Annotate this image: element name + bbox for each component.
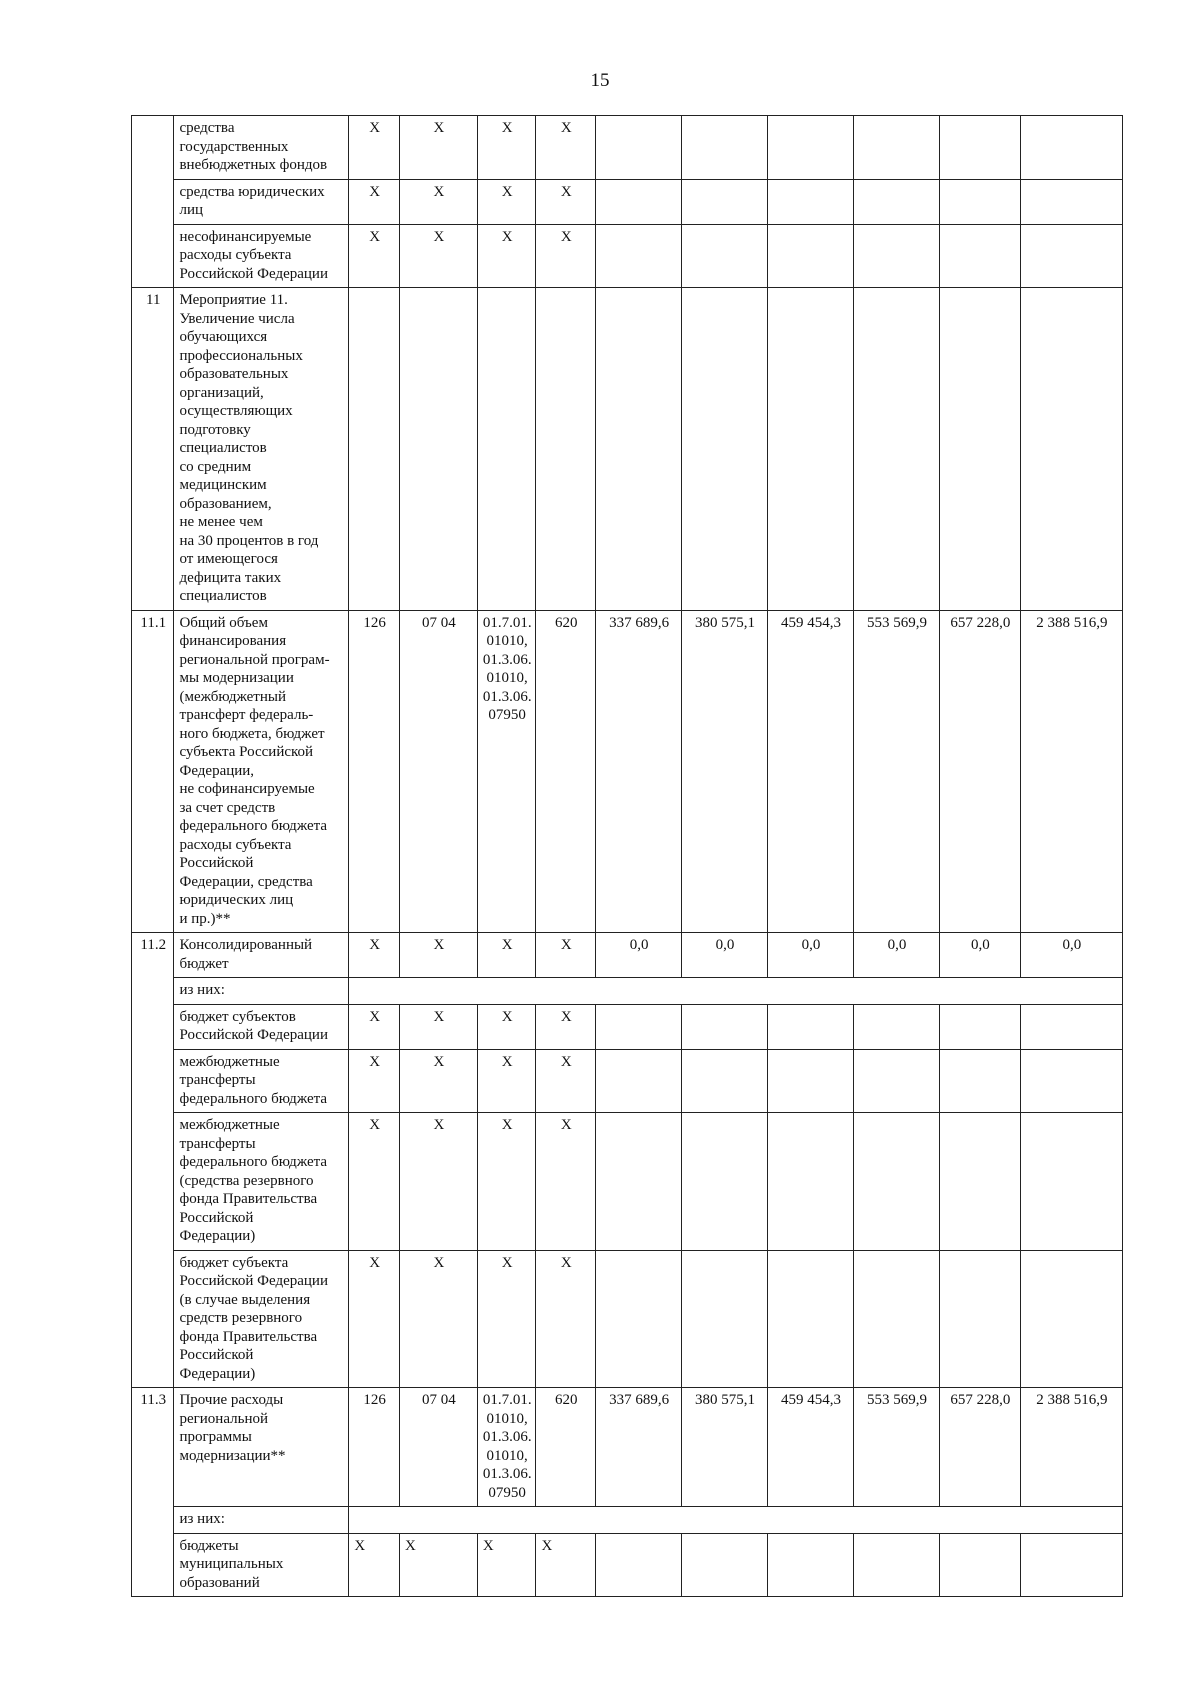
row-number	[132, 1049, 174, 1113]
value-cell: 0,0	[1020, 933, 1122, 978]
kbk-cell: X	[536, 224, 596, 288]
row-name	[174, 978, 349, 1005]
cell-line: средства юридических	[179, 183, 325, 200]
cell-line: организаций,	[179, 384, 264, 401]
row-name	[174, 610, 349, 933]
value-cell: 337 689,6	[596, 610, 682, 933]
value-cell	[682, 179, 768, 224]
table-row	[132, 978, 1123, 1005]
kbk-cell: X	[536, 1004, 596, 1049]
value-cell	[682, 1250, 768, 1388]
cell-line: межбюджетные	[179, 1117, 280, 1133]
kbk-cell: X	[399, 1004, 477, 1049]
cell-line: образований	[179, 1574, 260, 1591]
table-row	[132, 1113, 1123, 1251]
kbk-cell: X	[349, 1250, 400, 1388]
row-name	[174, 1533, 349, 1597]
value-cell	[1020, 288, 1122, 611]
value-cell: 0,0	[768, 933, 854, 978]
row-name	[174, 288, 349, 611]
cell-line: Прочие расходы	[179, 1392, 284, 1408]
value-cell: 2 388 516,9	[1020, 610, 1122, 933]
value-cell	[596, 179, 682, 224]
value-cell	[939, 1113, 1020, 1251]
cell-line: профессиональных	[179, 347, 303, 364]
kbk-cell: X	[477, 224, 536, 288]
row-name	[174, 179, 349, 224]
cell-line: специалистов	[179, 588, 267, 604]
kbk-cell: X	[536, 1533, 596, 1597]
value-cell	[853, 1049, 939, 1113]
kbk-cell: 07 04	[399, 1388, 477, 1507]
spanned-empty-cell	[349, 1507, 1123, 1534]
value-cell: 380 575,1	[682, 1388, 768, 1507]
row-number	[132, 116, 174, 180]
cell-line: программы	[179, 1429, 252, 1445]
value-cell	[596, 224, 682, 288]
kbk-cell: X	[399, 179, 477, 224]
cell-line: подготовку	[179, 421, 251, 438]
value-cell	[853, 1113, 939, 1251]
cell-line: трансферты	[179, 1135, 256, 1152]
cell-line: межбюджетные	[179, 1053, 280, 1070]
cell-line: трансферт федераль-	[179, 707, 314, 723]
value-cell	[853, 1004, 939, 1049]
cell-line: фонда Правительства	[179, 1328, 318, 1345]
value-cell	[853, 179, 939, 224]
kbk-code-cell	[477, 1388, 536, 1507]
value-cell	[939, 116, 1020, 180]
value-cell	[768, 1113, 854, 1251]
cell-line: медицинским	[179, 477, 267, 493]
value-cell	[596, 1049, 682, 1113]
kbk-cell	[477, 288, 536, 611]
cell-line: Российской	[179, 855, 254, 871]
kbk-cell: X	[399, 116, 477, 180]
value-cell	[682, 288, 768, 611]
value-cell	[768, 224, 854, 288]
table-row	[132, 933, 1123, 978]
cell-line: трансферты	[179, 1072, 256, 1088]
cell-line: (межбюджетный	[179, 688, 286, 705]
cell-line: специалистов	[179, 440, 267, 456]
kbk-cell	[399, 288, 477, 611]
cell-line: фонда Правительства	[179, 1191, 318, 1207]
kbk-cell	[349, 288, 400, 611]
table-row	[132, 1049, 1123, 1113]
cell-line: осуществляющих	[179, 403, 293, 419]
kbk-cell: X	[399, 1533, 477, 1597]
cell-line: Федерации,	[179, 762, 255, 779]
value-cell	[1020, 116, 1122, 180]
cell-line: модернизации**	[179, 1447, 286, 1464]
cell-line: 07950	[488, 707, 526, 723]
table-row	[132, 610, 1123, 933]
budget-table	[131, 115, 1123, 1597]
value-cell	[682, 1113, 768, 1251]
value-cell	[939, 224, 1020, 288]
row-name	[174, 933, 349, 978]
cell-line: бюджеты	[179, 1537, 239, 1554]
value-cell	[768, 1004, 854, 1049]
row-name	[174, 1507, 349, 1534]
value-cell	[1020, 179, 1122, 224]
row-number: 11	[132, 288, 174, 611]
kbk-cell: X	[349, 1533, 400, 1597]
table-row	[132, 288, 1123, 611]
value-cell	[596, 1533, 682, 1597]
table-body	[132, 116, 1123, 1597]
kbk-cell: X	[399, 933, 477, 978]
cell-line: (средства резервного	[179, 1172, 314, 1189]
kbk-cell: 620	[536, 610, 596, 933]
row-name	[174, 1388, 349, 1507]
row-name	[174, 1113, 349, 1251]
value-cell	[768, 1250, 854, 1388]
kbk-cell: X	[399, 224, 477, 288]
value-cell	[682, 1049, 768, 1113]
value-cell	[596, 288, 682, 611]
value-cell: 459 454,3	[768, 1388, 854, 1507]
value-cell: 337 689,6	[596, 1388, 682, 1507]
kbk-cell: X	[477, 1049, 536, 1113]
value-cell: 2 388 516,9	[1020, 1388, 1122, 1507]
value-cell	[682, 224, 768, 288]
value-cell	[596, 1113, 682, 1251]
value-cell: 553 569,9	[853, 1388, 939, 1507]
cell-line: Консолидированный	[179, 937, 313, 953]
value-cell	[1020, 1533, 1122, 1597]
cell-line: 01010,	[486, 1410, 528, 1427]
cell-line: 01.7.01.	[482, 614, 532, 631]
cell-line: средства	[179, 120, 235, 136]
value-cell: 459 454,3	[768, 610, 854, 933]
kbk-cell: X	[477, 1113, 536, 1251]
cell-line: расходы субъекта	[179, 836, 292, 853]
kbk-cell: X	[399, 1113, 477, 1251]
value-cell	[768, 1049, 854, 1113]
kbk-cell	[536, 288, 596, 611]
cell-line: финансирования	[179, 633, 287, 649]
table-row	[132, 1388, 1123, 1507]
value-cell: 553 569,9	[853, 610, 939, 933]
table-row	[132, 116, 1123, 180]
value-cell	[768, 288, 854, 611]
cell-line: образованием,	[179, 495, 272, 512]
row-number	[132, 1113, 174, 1251]
cell-line: лиц	[179, 202, 204, 218]
cell-line: (в случае выделения	[179, 1291, 311, 1308]
value-cell	[939, 179, 1020, 224]
value-cell: 0,0	[939, 933, 1020, 978]
value-cell: 380 575,1	[682, 610, 768, 933]
row-number: 11.3	[132, 1388, 174, 1507]
row-name	[174, 1049, 349, 1113]
row-name	[174, 224, 349, 288]
cell-line: не менее чем	[179, 514, 263, 530]
kbk-cell: 07 04	[399, 610, 477, 933]
row-name	[174, 1250, 349, 1388]
kbk-cell: X	[349, 1113, 400, 1251]
row-number	[132, 1507, 174, 1534]
cell-line: 07950	[488, 1484, 526, 1501]
table-row	[132, 1507, 1123, 1534]
cell-line: Российской	[179, 1347, 254, 1363]
cell-line: 01.3.06.	[482, 651, 532, 668]
value-cell	[596, 1004, 682, 1049]
cell-line: несофинансируемые	[179, 228, 312, 245]
cell-line: региональной	[179, 1410, 269, 1427]
kbk-cell: X	[477, 179, 536, 224]
value-cell	[939, 1533, 1020, 1597]
value-cell	[1020, 224, 1122, 288]
kbk-cell: X	[536, 179, 596, 224]
value-cell	[853, 224, 939, 288]
value-cell: 0,0	[853, 933, 939, 978]
kbk-cell: X	[399, 1049, 477, 1113]
cell-line: дефицита таких	[179, 569, 282, 586]
row-number	[132, 1533, 174, 1597]
kbk-cell: X	[536, 933, 596, 978]
kbk-cell: X	[536, 1113, 596, 1251]
cell-line: от имеющегося	[179, 551, 278, 567]
cell-line: бюджет	[179, 955, 229, 972]
cell-line: 01.3.06.	[482, 1466, 532, 1482]
value-cell	[939, 1250, 1020, 1388]
cell-line: 01.7.01.	[482, 1392, 532, 1408]
cell-line: субъекта Российской	[179, 744, 314, 760]
cell-line: 01010,	[486, 670, 528, 686]
cell-line: со средним	[179, 458, 252, 475]
cell-line: средств резервного	[179, 1310, 303, 1326]
row-number: 11.2	[132, 933, 174, 978]
value-cell	[682, 1004, 768, 1049]
value-cell	[853, 1250, 939, 1388]
cell-line: образовательных	[179, 366, 289, 382]
value-cell	[939, 288, 1020, 611]
value-cell	[853, 116, 939, 180]
cell-line: государственных	[179, 138, 289, 155]
cell-line: федерального бюджета	[179, 1090, 328, 1107]
cell-line: 01010,	[486, 1447, 528, 1464]
value-cell	[768, 179, 854, 224]
kbk-cell: X	[477, 1533, 536, 1597]
cell-line: ного бюджета, бюджет	[179, 725, 325, 742]
cell-line: из них:	[179, 982, 225, 998]
value-cell	[682, 1533, 768, 1597]
cell-line: Федерации)	[179, 1228, 256, 1244]
cell-line: Российской Федерации	[179, 1027, 328, 1043]
row-name	[174, 116, 349, 180]
cell-line: обучающихся	[179, 329, 268, 345]
table-row	[132, 179, 1123, 224]
kbk-cell: 126	[349, 610, 400, 933]
cell-line: юридических лиц	[179, 892, 294, 908]
table-row	[132, 1533, 1123, 1597]
cell-line: не софинансируемые	[179, 781, 315, 797]
value-cell: 657 228,0	[939, 610, 1020, 933]
cell-line: бюджет субъекта	[179, 1254, 289, 1271]
row-number	[132, 978, 174, 1005]
row-number: 11.1	[132, 610, 174, 933]
kbk-cell: X	[536, 1049, 596, 1113]
cell-line: расходы субъекта	[179, 247, 292, 263]
value-cell	[853, 1533, 939, 1597]
value-cell	[1020, 1049, 1122, 1113]
spanned-empty-cell	[349, 978, 1123, 1005]
table-row	[132, 1250, 1123, 1388]
kbk-cell: X	[477, 1250, 536, 1388]
value-cell	[939, 1004, 1020, 1049]
cell-line: Российской Федерации	[179, 1273, 328, 1289]
value-cell: 0,0	[682, 933, 768, 978]
cell-line: Российской Федерации	[179, 265, 328, 282]
kbk-cell: X	[349, 1004, 400, 1049]
kbk-cell: X	[536, 1250, 596, 1388]
cell-line: из них:	[179, 1511, 225, 1527]
page-number: 15	[590, 70, 610, 91]
value-cell	[682, 116, 768, 180]
value-cell: 657 228,0	[939, 1388, 1020, 1507]
kbk-cell: 126	[349, 1388, 400, 1507]
value-cell	[596, 116, 682, 180]
cell-line: и пр.)**	[179, 910, 231, 927]
cell-line: региональной програм-	[179, 651, 330, 668]
kbk-cell: X	[477, 116, 536, 180]
cell-line: Мероприятие 11.	[179, 292, 288, 308]
row-number	[132, 224, 174, 288]
kbk-cell: X	[349, 116, 400, 180]
cell-line: федерального бюджета	[179, 1154, 328, 1170]
cell-line: на 30 процентов в год	[179, 532, 319, 549]
row-name	[174, 1004, 349, 1049]
value-cell	[596, 1250, 682, 1388]
row-number	[132, 1004, 174, 1049]
kbk-cell: X	[349, 1049, 400, 1113]
cell-line: Федерации, средства	[179, 873, 313, 890]
value-cell	[1020, 1250, 1122, 1388]
cell-line: бюджет субъектов	[179, 1008, 296, 1025]
cell-line: за счет средств	[179, 799, 276, 816]
cell-line: внебюджетных фондов	[179, 157, 328, 173]
kbk-cell: X	[349, 179, 400, 224]
kbk-cell: X	[536, 116, 596, 180]
value-cell: 0,0	[596, 933, 682, 978]
kbk-cell: X	[477, 933, 536, 978]
value-cell	[1020, 1004, 1122, 1049]
kbk-cell: X	[399, 1250, 477, 1388]
cell-line: Федерации)	[179, 1365, 256, 1382]
cell-line: 01.3.06.	[482, 1429, 532, 1445]
row-number	[132, 179, 174, 224]
cell-line: Увеличение числа	[179, 310, 295, 327]
kbk-cell: X	[349, 933, 400, 978]
kbk-code-cell	[477, 610, 536, 933]
cell-line: 01010,	[486, 633, 528, 649]
value-cell	[1020, 1113, 1122, 1251]
kbk-cell: X	[349, 224, 400, 288]
value-cell	[939, 1049, 1020, 1113]
cell-line: федерального бюджета	[179, 818, 328, 834]
cell-line: Общий объем	[179, 614, 268, 631]
table-row	[132, 224, 1123, 288]
cell-line: мы модернизации	[179, 670, 294, 686]
kbk-cell: 620	[536, 1388, 596, 1507]
table-row	[132, 1004, 1123, 1049]
value-cell	[768, 1533, 854, 1597]
value-cell	[768, 116, 854, 180]
value-cell	[853, 288, 939, 611]
cell-line: Российской	[179, 1209, 254, 1226]
kbk-cell: X	[477, 1004, 536, 1049]
cell-line: муниципальных	[179, 1556, 284, 1572]
row-number	[132, 1250, 174, 1388]
cell-line: 01.3.06.	[482, 688, 532, 705]
